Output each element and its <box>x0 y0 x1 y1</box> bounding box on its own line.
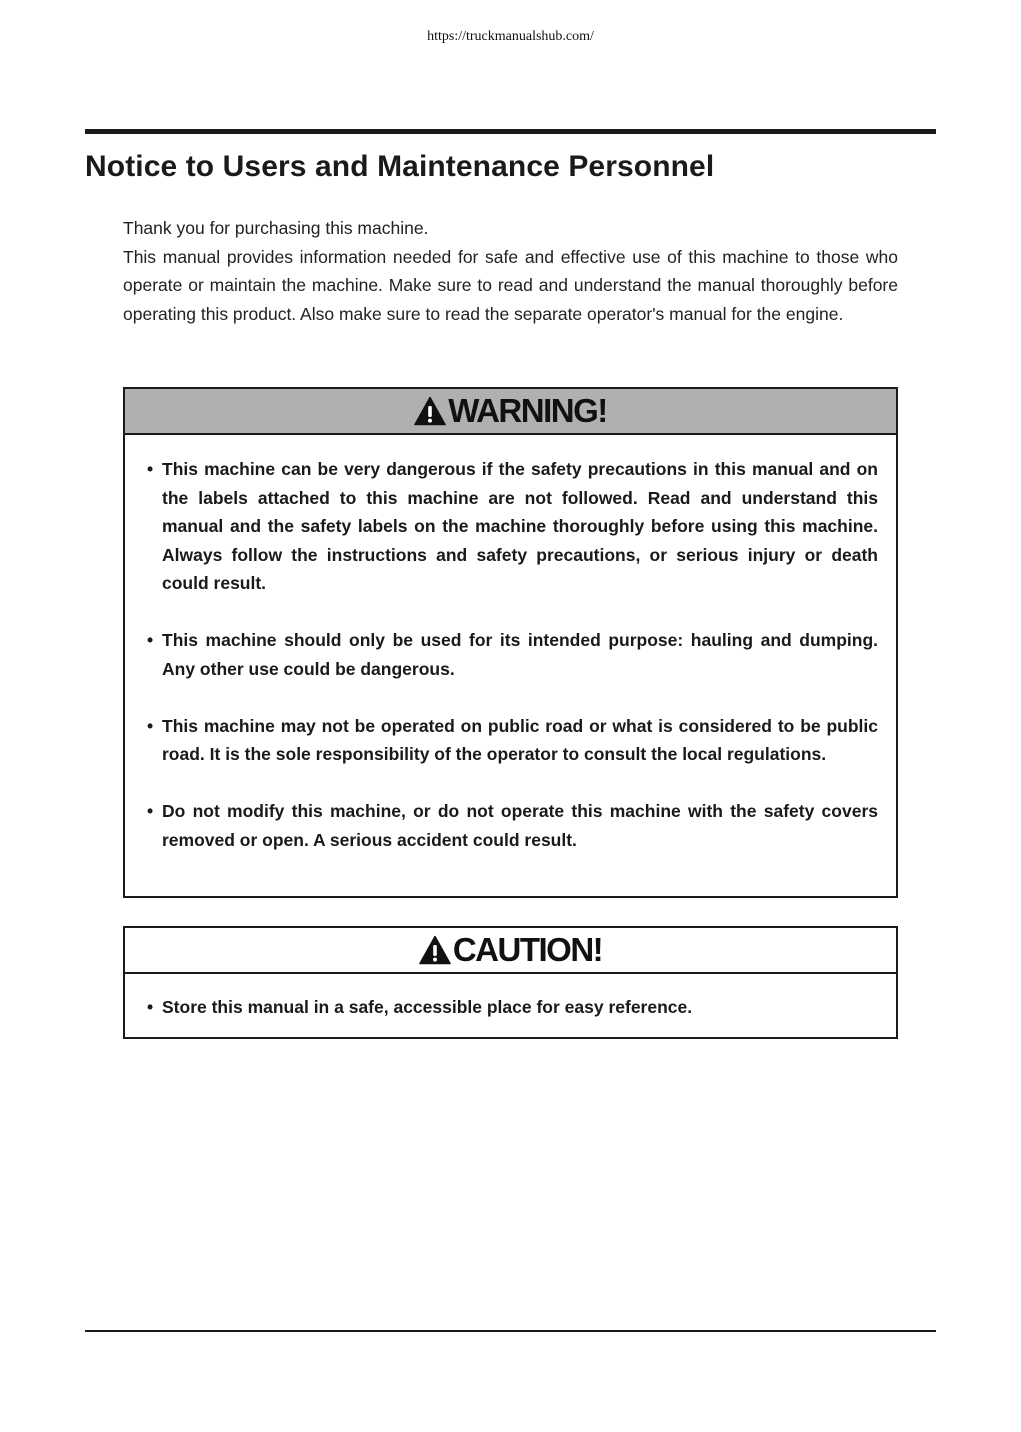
warning-list <box>125 435 896 854</box>
caution-label: CAUTION! <box>452 931 603 968</box>
warning-label: WARNING! <box>448 392 607 429</box>
warning-item <box>147 626 878 683</box>
caution-box <box>123 926 898 1039</box>
bullet: • <box>147 459 154 479</box>
bottom-divider <box>85 1330 936 1332</box>
warning-header <box>125 389 896 435</box>
warning-triangle-icon <box>419 935 451 965</box>
page-title: Notice to Users and Maintenance Personnel <box>85 150 715 183</box>
caution-item <box>147 993 878 1022</box>
source-url: https://truckmanualshub.com/ <box>427 29 594 44</box>
warning-item-text: Do not modify this machine, or do not operate this machine with the safety covers removed or open. A serious accident could result. <box>162 801 878 850</box>
top-divider <box>85 129 936 134</box>
bullet: • <box>147 715 154 736</box>
warning-item <box>147 797 878 854</box>
bullet: • <box>147 997 154 1017</box>
warning-item-text: This machine should only be used for its intended purpose: hauling and dumping. Any other use could be dangerous. <box>162 630 878 679</box>
warning-item <box>147 455 878 598</box>
caution-list <box>125 974 896 1022</box>
intro-thanks: Thank you for purchasing this machine. <box>123 218 429 238</box>
warning-item <box>147 712 878 769</box>
warning-item-text: This machine can be very dangerous if the safety precautions in this manual and on the labels attached to this machine are not followed. Read and understand this manual and the safety labels on the machine thoroughly before using this machine. Always follow the instructions and safety precautions, or serious injury or death could result. <box>162 459 878 593</box>
caution-item-text: Store this manual in a safe, accessible place for easy reference. <box>162 997 693 1017</box>
caution-header <box>125 928 896 974</box>
intro-paragraph: This manual provides information needed for safe and effective use of this machine to those who operate or maintain the machine. Make sure to read and understand the manual thoroughly before operating this product. Also make sure to read the separate operator's manual for the engine. <box>123 246 898 324</box>
warning-item-text: This machine may not be operated on public road or what is considered to be public road. It is the sole responsibility of the operator to consult the local regulations. <box>162 715 878 764</box>
warning-box <box>123 387 898 898</box>
intro-text <box>123 214 898 328</box>
bullet: • <box>147 630 154 650</box>
warning-triangle-icon <box>414 396 446 426</box>
bullet: • <box>147 801 154 821</box>
